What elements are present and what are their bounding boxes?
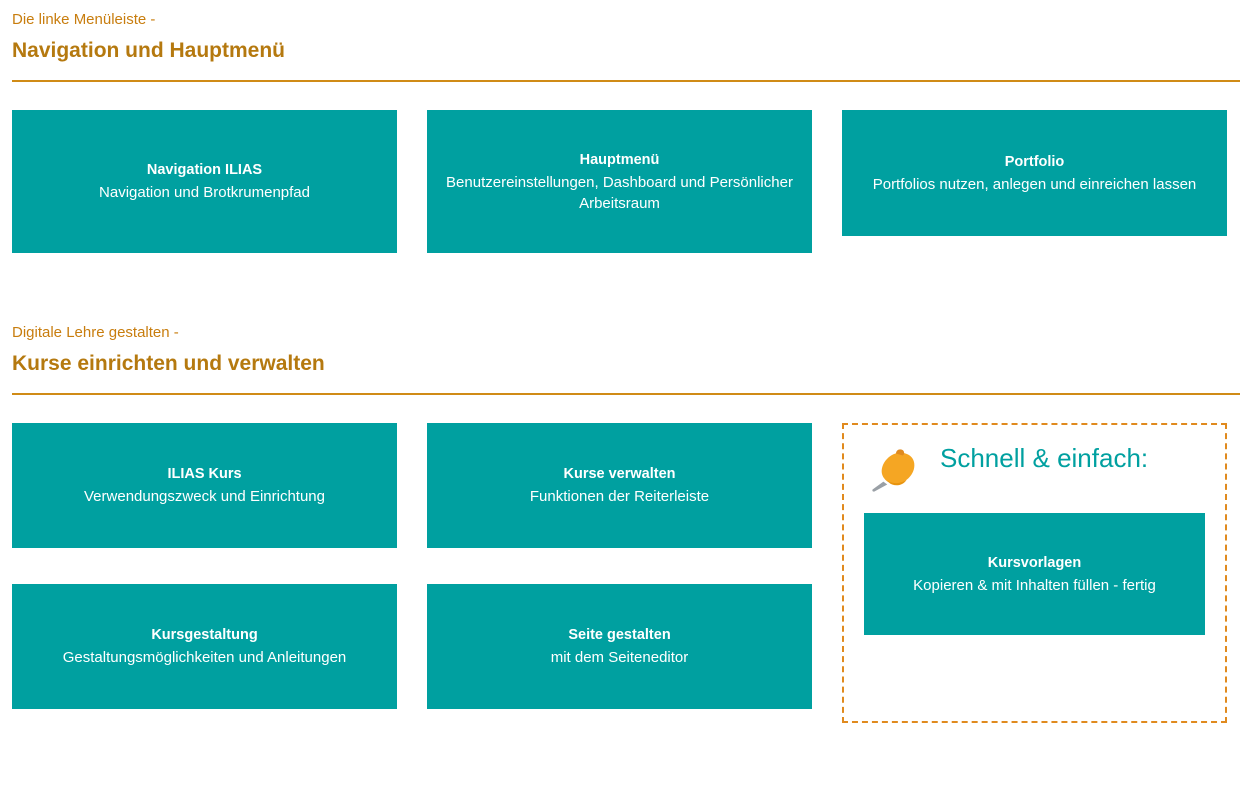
tile-navigation-ilias[interactable] xyxy=(12,110,397,253)
tile-grid-kurse xyxy=(12,423,1240,723)
section-divider xyxy=(12,80,1240,82)
tile-subtitle: Portfolios nutzen, anlegen und einreichen lassen xyxy=(872,175,1197,193)
tile-ilias-kurs[interactable] xyxy=(12,423,397,548)
tile-hauptmenue[interactable] xyxy=(427,110,812,253)
tile-title: Seite gestalten xyxy=(568,627,671,643)
tile-kurse-verwalten[interactable] xyxy=(427,423,812,548)
section-title: Navigation und Hauptmenü xyxy=(12,39,285,62)
tile-grid-navigation xyxy=(12,110,1240,253)
tile-subtitle: Navigation und Brotkrumenpfad xyxy=(99,184,310,201)
tile-kursgestaltung[interactable] xyxy=(12,584,397,709)
tile-title: Hauptmenü xyxy=(579,151,660,168)
tile-kursvorlagen[interactable] xyxy=(864,513,1205,635)
section-title: Kurse einrichten und verwalten xyxy=(12,352,325,375)
section-header-kurse xyxy=(12,313,1240,395)
tile-title: ILIAS Kurs xyxy=(167,466,242,482)
highlight-title: Schnell & einfach: xyxy=(940,443,1149,473)
tile-title: Kursvorlagen xyxy=(987,554,1082,571)
tile-subtitle: Gestaltungsmöglichkeiten und Anleitungen xyxy=(62,649,347,666)
tile-title: Kursgestaltung xyxy=(151,627,258,643)
tile-subtitle: Benutzereinstellungen, Dashboard und Persönlicher Arbeitsraum xyxy=(446,173,793,212)
tile-title: Kurse verwalten xyxy=(563,466,676,482)
tile-subtitle: mit dem Seiteneditor xyxy=(550,649,689,666)
tile-subtitle: Verwendungszweck und Einrichtung xyxy=(84,488,325,505)
section-kicker: Digitale Lehre gestalten - xyxy=(12,324,179,341)
tile-subtitle: Kopieren & mit Inhalten füllen - fertig xyxy=(913,576,1156,594)
section-divider xyxy=(12,393,1240,395)
section-header-navigation xyxy=(12,0,1240,82)
highlight-header xyxy=(864,439,1205,501)
highlight-box-schnell-einfach xyxy=(842,423,1227,723)
tile-seite-gestalten[interactable] xyxy=(427,584,812,709)
bell-icon xyxy=(864,439,926,501)
section-kicker: Die linke Menüleiste - xyxy=(12,11,156,28)
section-spacer xyxy=(12,253,1240,313)
tile-title: Navigation ILIAS xyxy=(146,162,263,178)
tile-title: Portfolio xyxy=(1004,153,1065,170)
tile-subtitle: Funktionen der Reiterleiste xyxy=(529,488,710,505)
tile-portfolio[interactable] xyxy=(842,110,1227,236)
